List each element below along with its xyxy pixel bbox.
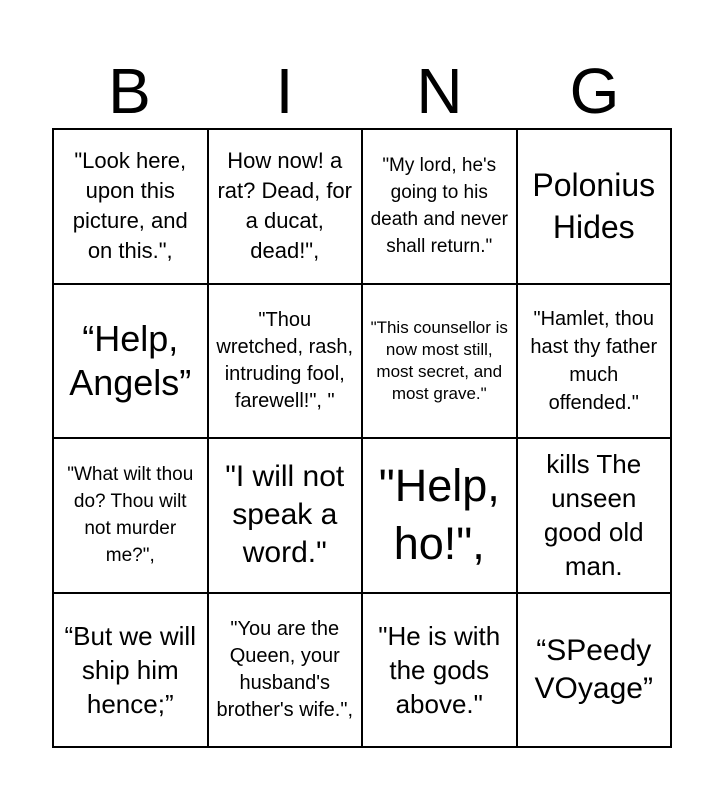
cell-text: "My lord, he's going to his death and never shall return." [370,155,508,258]
cell-text: kills The unseen good old man. [543,449,644,582]
cell-text: "You are the Queen, your husband's brother's wife.", [216,617,354,721]
cell-text: How now! a rat? Dead, for a ducat, dead!", [217,148,352,264]
cell-text: "What wilt thou do? Thou wilt not murder me?", [67,464,194,567]
bingo-cell-4-3[interactable] [362,593,517,748]
bingo-cell-3-3[interactable] [362,438,517,593]
bingo-cell-1-1[interactable] [53,129,208,284]
cell-text: “SPeedy VOyage” [534,633,653,705]
bingo-cell-4-1[interactable] [53,593,208,748]
bingo-header [52,54,672,128]
bingo-cell-1-3[interactable] [362,129,517,284]
cell-text: "Thou wretched, rash, intruding fool, farewell!", " [216,308,354,412]
header-letter-g: G [569,55,620,127]
cell-text: "I will not speak a word." [225,460,345,570]
bingo-board [52,128,672,748]
header-letter-b: B [108,55,151,127]
bingo-cell-4-2[interactable] [208,593,363,748]
bingo-cell-2-4[interactable] [517,284,672,439]
cell-text: "Help, ho!", [378,460,500,570]
bingo-cell-2-2[interactable] [208,284,363,439]
bingo-cell-1-2[interactable] [208,129,363,284]
cell-text: "Hamlet, thou hast thy father much offended." [530,307,658,414]
bingo-cell-3-1[interactable] [53,438,208,593]
cell-text: “Help, Angels” [69,317,192,403]
bingo-cell-3-4[interactable] [517,438,672,593]
cell-text: "Look here, upon this picture, and on this.", [72,148,188,264]
cell-text: “But we will ship him hence;” [64,620,196,719]
header-letter-n: N [416,55,463,127]
header-letter-i: I [275,55,294,127]
bingo-cell-2-1[interactable] [53,284,208,439]
cell-text: "He is with the gods above." [378,620,501,719]
bingo-cell-4-4[interactable] [517,593,672,748]
bingo-cell-1-4[interactable] [517,129,672,284]
bingo-cell-3-2[interactable] [208,438,363,593]
bingo-cell-2-3[interactable] [362,284,517,439]
cell-text: Polonius Hides [532,167,656,246]
cell-text: "This counsellor is now most still, most secret, and most grave." [370,317,508,403]
